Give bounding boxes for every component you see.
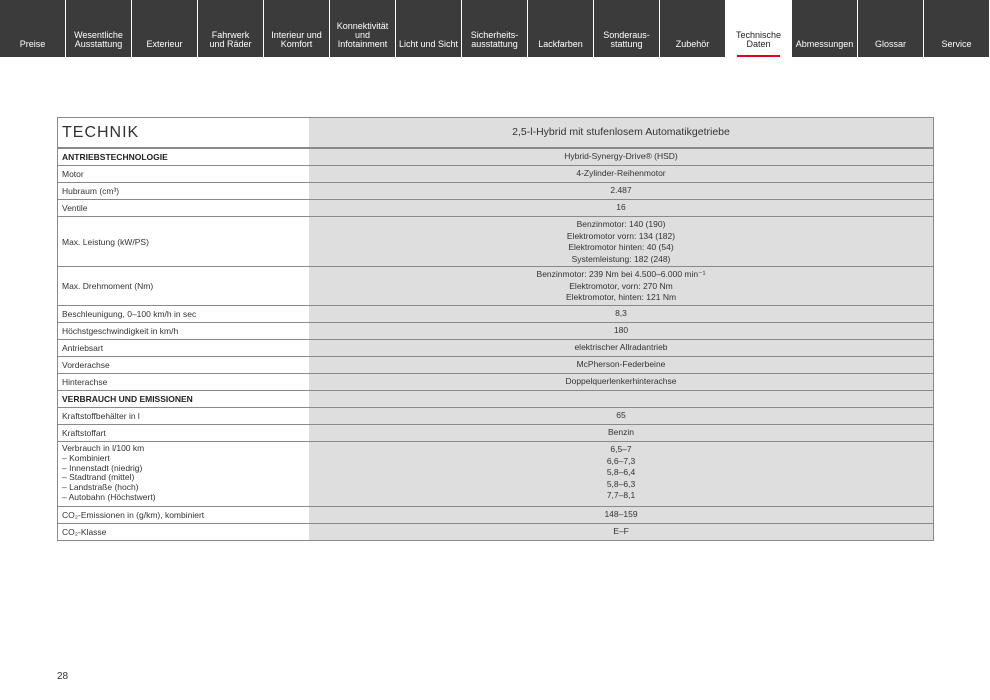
cell-line: Systemleistung: 182 (248) xyxy=(571,253,671,264)
table-cell: Doppelquerlenkerhinterachse xyxy=(309,374,933,390)
tab-label: Exterieur xyxy=(146,39,183,49)
table-row xyxy=(58,216,933,266)
table-cell xyxy=(309,217,933,266)
page-number: 28 xyxy=(57,671,69,682)
tab-label: Sonderaus- stattung xyxy=(603,30,650,49)
table-cell: 4-Zylinder-Reihenmotor xyxy=(309,166,933,182)
tab-fahrwerk-und-raeder[interactable] xyxy=(198,0,263,57)
row-label: Motor xyxy=(58,166,309,182)
table-cell xyxy=(309,391,933,407)
table-row xyxy=(58,165,933,182)
tab-technische-daten[interactable] xyxy=(726,0,791,57)
table-row xyxy=(58,199,933,216)
tab-label: Wesentliche Ausstattung xyxy=(74,30,123,49)
variant-heading: 2,5-l-Hybrid mit stufenlosem Automatikgetriebe xyxy=(309,118,933,147)
row-label: Höchstgeschwindigkeit in km/h xyxy=(58,323,309,339)
label-line: – Kombiniert xyxy=(62,452,110,463)
table-row xyxy=(58,322,933,339)
table-row xyxy=(58,424,933,441)
label-line: – Autobahn (Höchstwert) xyxy=(62,491,156,502)
cell-line: 5,8–6,3 xyxy=(606,478,636,489)
cell-line: Elektromotor hinten: 40 (54) xyxy=(568,242,674,252)
table-cell xyxy=(309,442,933,506)
tab-sicherheitsausstattung[interactable] xyxy=(462,0,527,57)
tab-exterieur[interactable] xyxy=(132,0,197,57)
row-label: CO₂-Emissionen in (g/km), kombiniert xyxy=(58,507,309,523)
top-navigation xyxy=(0,0,990,57)
row-label: Antriebsart xyxy=(58,340,309,356)
table-cell: 16 xyxy=(309,200,933,216)
tab-service[interactable] xyxy=(924,0,989,57)
tab-label: Preise xyxy=(19,39,46,49)
table-header-row xyxy=(58,118,933,147)
row-label: Ventile xyxy=(58,200,309,216)
row-label: Hubraum (cm³) xyxy=(58,183,309,199)
tab-lackfarben[interactable] xyxy=(528,0,593,57)
tab-konnektivitaet[interactable] xyxy=(330,0,395,57)
table-cell xyxy=(309,267,933,305)
table-row xyxy=(58,305,933,322)
cell-line: Elektromotor, hinten: 121 Nm xyxy=(565,292,677,302)
table-cell: Hybrid-Synergy-Drive® (HSD) xyxy=(309,149,933,165)
row-label: CO₂-Klasse xyxy=(58,524,309,540)
tab-label: Service xyxy=(941,39,972,49)
tab-label: Konnektivität und Infotainment xyxy=(336,21,389,49)
section-row-consumption xyxy=(58,390,933,407)
tab-label: Lackfarben xyxy=(538,39,583,49)
tab-label: Technische Daten xyxy=(735,30,782,49)
row-label xyxy=(58,442,309,506)
row-label: Vorderachse xyxy=(58,357,309,373)
table-cell: McPherson-Federbeine xyxy=(309,357,933,373)
technical-data-table xyxy=(57,117,934,541)
row-label: Kraftstoffart xyxy=(58,425,309,441)
cell-line: Elektromotor vorn: 134 (182) xyxy=(566,230,676,241)
label-line: – Stadtrand (mittel) xyxy=(62,472,135,483)
table-cell: 2.487 xyxy=(309,183,933,199)
tab-licht-und-sicht[interactable] xyxy=(396,0,461,57)
tab-label: Licht und Sicht xyxy=(398,39,459,49)
tab-label: Glossar xyxy=(874,39,906,49)
table-row xyxy=(58,373,933,390)
table-row xyxy=(58,266,933,305)
table-row xyxy=(58,182,933,199)
table-cell: Benzin xyxy=(309,425,933,441)
section-heading: VERBRAUCH UND EMISSIONEN xyxy=(58,391,309,407)
tab-zubehoer[interactable] xyxy=(660,0,725,57)
table-cell: elektrischer Allradantrieb xyxy=(309,340,933,356)
table-cell: 180 xyxy=(309,323,933,339)
tab-sonderausstattung[interactable] xyxy=(594,0,659,57)
tab-glossar[interactable] xyxy=(858,0,923,57)
table-row xyxy=(58,523,933,540)
row-label: Beschleunigung, 0–100 km/h in sec xyxy=(58,306,309,322)
cell-line: 5,8–6,4 xyxy=(606,467,636,477)
tab-label: Sicherheits- ausstattung xyxy=(470,30,519,49)
table-cell: 148–159 xyxy=(309,507,933,523)
cell-line: 6,6–7,3 xyxy=(606,455,636,466)
tab-label: Abmessungen xyxy=(795,39,854,49)
table-row xyxy=(58,441,933,506)
cell-line: Benzinmotor: 239 Nm bei 4.500–6.000 min⁻¹ xyxy=(536,269,706,279)
tab-wesentliche-ausstattung[interactable] xyxy=(66,0,131,57)
table-cell: 8,3 xyxy=(309,306,933,322)
cell-line: 7,7–8,1 xyxy=(606,490,636,500)
section-heading: ANTRIEBSTECHNOLOGIE xyxy=(58,149,309,165)
label-line: – Innenstadt (niedrig) xyxy=(62,462,143,473)
cell-line: Elektromotor, vorn: 270 Nm xyxy=(569,280,673,291)
row-label: Max. Drehmoment (Nm) xyxy=(58,267,309,305)
active-indicator xyxy=(737,55,780,57)
row-label: Max. Leistung (kW/PS) xyxy=(58,217,309,266)
table-cell: 65 xyxy=(309,408,933,424)
tab-interieur-und-komfort[interactable] xyxy=(264,0,329,57)
label-line: Verbrauch in l/100 km xyxy=(62,443,145,453)
table-title: TECHNIK xyxy=(58,118,309,147)
table-row xyxy=(58,506,933,523)
table-row xyxy=(58,407,933,424)
label-line: – Landstraße (hoch) xyxy=(62,482,139,493)
table-row xyxy=(58,339,933,356)
tab-label: Zubehör xyxy=(675,39,710,49)
row-label: Hinterachse xyxy=(58,374,309,390)
tab-label: Fahrwerk und Räder xyxy=(209,30,252,49)
tab-preise[interactable] xyxy=(0,0,65,57)
table-row xyxy=(58,356,933,373)
section-row-drive xyxy=(58,147,933,165)
table-cell: E–F xyxy=(309,524,933,540)
cell-line: Benzinmotor: 140 (190) xyxy=(576,219,666,229)
tab-label: Interieur und Komfort xyxy=(271,30,322,49)
row-label: Kraftstoffbehälter in l xyxy=(58,408,309,424)
cell-line: 6,5–7 xyxy=(610,444,632,454)
tab-abmessungen[interactable] xyxy=(792,0,857,57)
